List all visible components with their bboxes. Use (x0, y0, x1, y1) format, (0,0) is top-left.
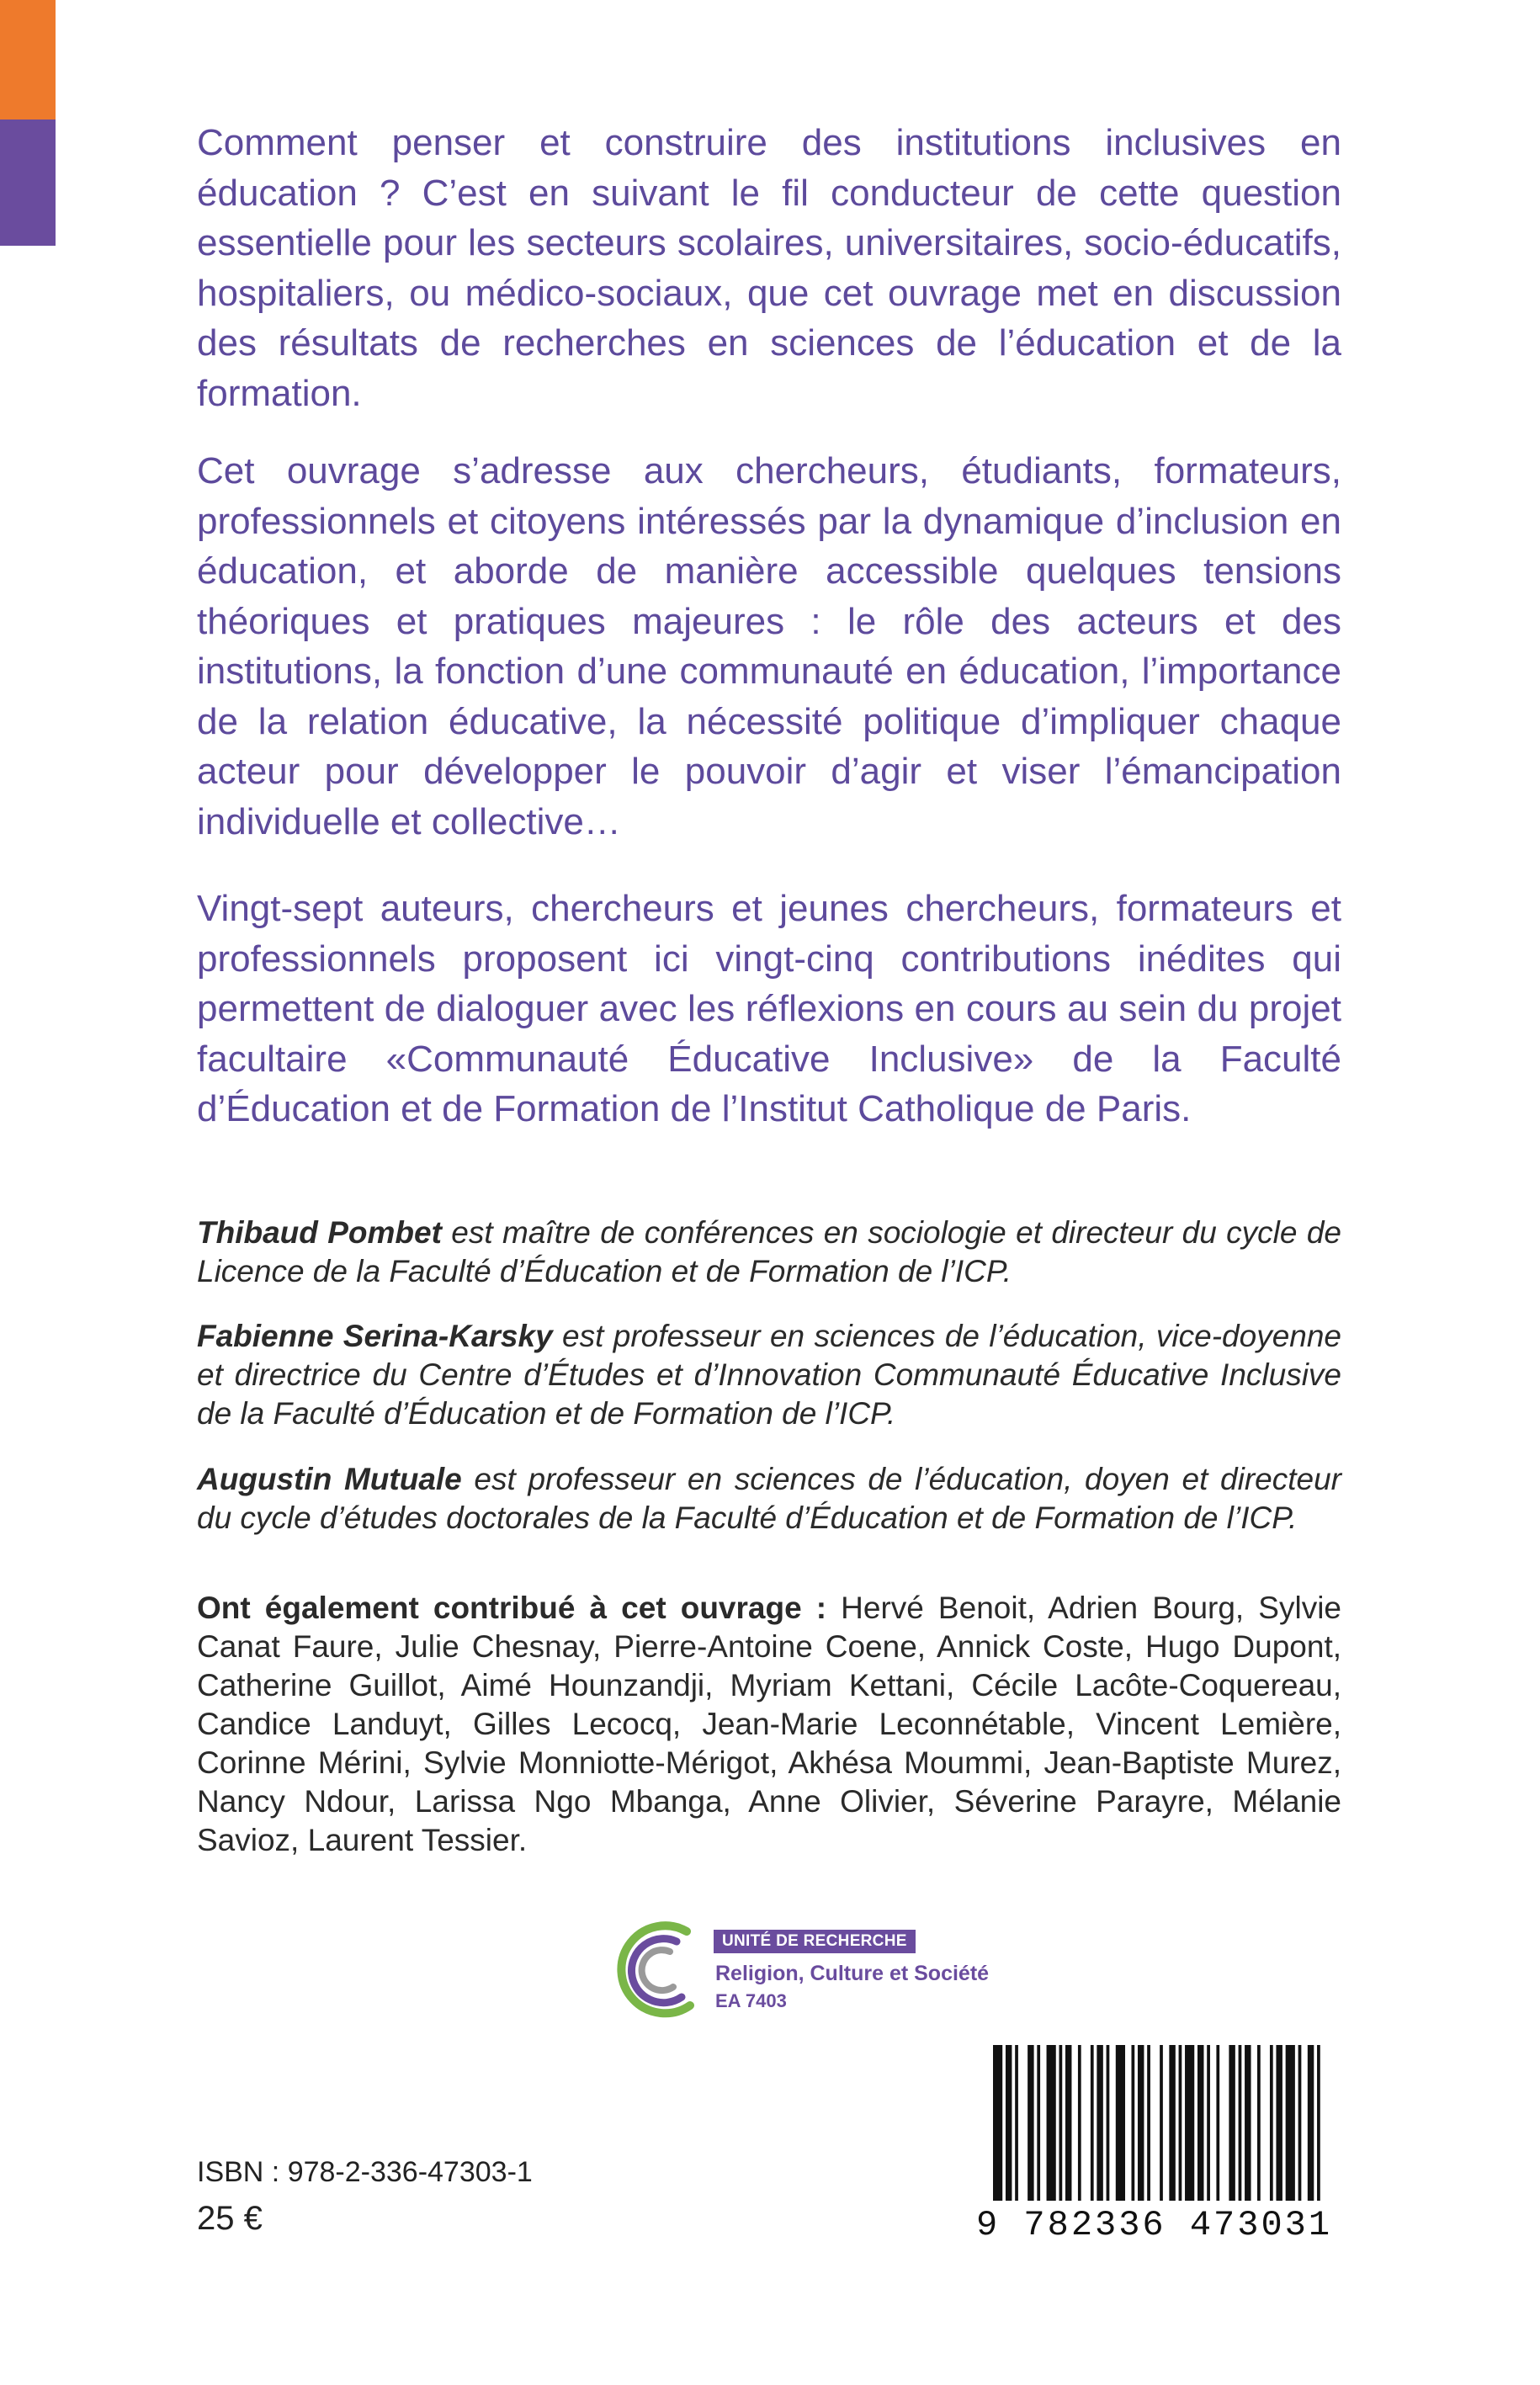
orange-corner-tab (0, 0, 56, 120)
intro-paragraph-1: Comment penser et construire des institutions inclusives en éducation ? C’est en suivant le fil conducteur de cette question essentielle pour les secteurs scolaires, universitaires, socio-éducatifs, hospitaliers, ou médico-sociaux, que cet ouvrage met en discussion des résultats de recherches en sciences de l’éducation et de la formation. (197, 122, 1341, 414)
author-name: Thibaud Pombet (197, 1215, 442, 1250)
author-description: est professeur en sciences de l’éducation, doyen et directeur du cycle d’études doctorales de la Faculté d’Éducation et de Formation de l’ICP. (197, 1462, 1341, 1535)
author-bio-2 (197, 1317, 1341, 1433)
barcode-digits: 9 782336 473031 (976, 2205, 1333, 2245)
author-bio-1 (197, 1214, 1341, 1291)
contributors-label: Ont également contribué à cet ouvrage : (197, 1591, 827, 1625)
author-bio-3 (197, 1460, 1341, 1538)
author-description: est maître de conférences en sociologie et directeur du cycle de Licence de la Faculté d’Éducation et de Formation de l’ICP. (197, 1215, 1342, 1288)
author-name: Fabienne Serina-Karsky (197, 1319, 553, 1353)
logo-badge: UNITÉ DE RECHERCHE (714, 1930, 916, 1953)
contributors-names: Hervé Benoit, Adrien Bourg, Sylvie Canat Faure, Julie Chesnay, Pierre-Antoine Coene, Annick Coste, Hugo Dupont, Catherine Guillot, Aimé Hounzandji, Myriam Kettani, Cécile Lacôte-Coquereau, Candice Landuyt, Gilles Lecocq, Jean-Marie Leconnétable, Vincent Lemière, Corinne Mérini, Sylvie Monniotte-Mérigot, Akhésa Moummi, Jean-Baptiste Murez, Nancy Ndour, Larissa Ngo Mbanga, Anne Olivier, Séverine Parayre, Mélanie Savioz, Laurent Tessier. (197, 1591, 1341, 1857)
research-unit-logo (606, 1906, 990, 2032)
contributors-list (197, 1589, 1341, 1860)
price: 25 € (197, 2200, 263, 2237)
logo-unit-name: Religion, Culture et Société (715, 1962, 990, 1985)
intro-paragraph-2: Cet ouvrage s’adresse aux chercheurs, étudiants, formateurs, professionnels et citoyens intéressés par la dynamique d’inclusion en éducation, et aborde de manière accessible quelques tensions théoriques et pratiques majeures : le rôle des acteurs et des institutions, la fonction d’une communauté en éducation, l’importance de la relation éducative, la nécessité politique d’impliquer chaque acteur pour développer le pouvoir d’agir et viser l’émancipation individuelle et collective… (197, 450, 1341, 842)
logo-unit-code: EA 7403 (715, 1990, 787, 2011)
intro-paragraph-3: Vingt-sept auteurs, chercheurs et jeunes chercheurs, formateurs et professionnels proposent ici vingt-cinq contributions inédites qui permettent de dialoguer avec les réflexions en cours au sein du projet facultaire «Communauté Éducative Inclusive» de la Faculté d’Éducation et de Formation de l’Institut Catholique de Paris. (197, 888, 1341, 1129)
author-description: est professeur en sciences de l’éducation, vice-doyenne et directrice du Centre d’Études et d’Innovation Communauté Éducative Inclusive de la Faculté d’Éducation et de Formation de l’ICP. (197, 1319, 1342, 1431)
concentric-circles-logo-icon (606, 1906, 707, 2032)
isbn-number: ISBN : 978-2-336-47303-1 (197, 2156, 533, 2188)
author-name: Augustin Mutuale (197, 1462, 462, 1496)
purple-corner-tab (0, 120, 56, 246)
